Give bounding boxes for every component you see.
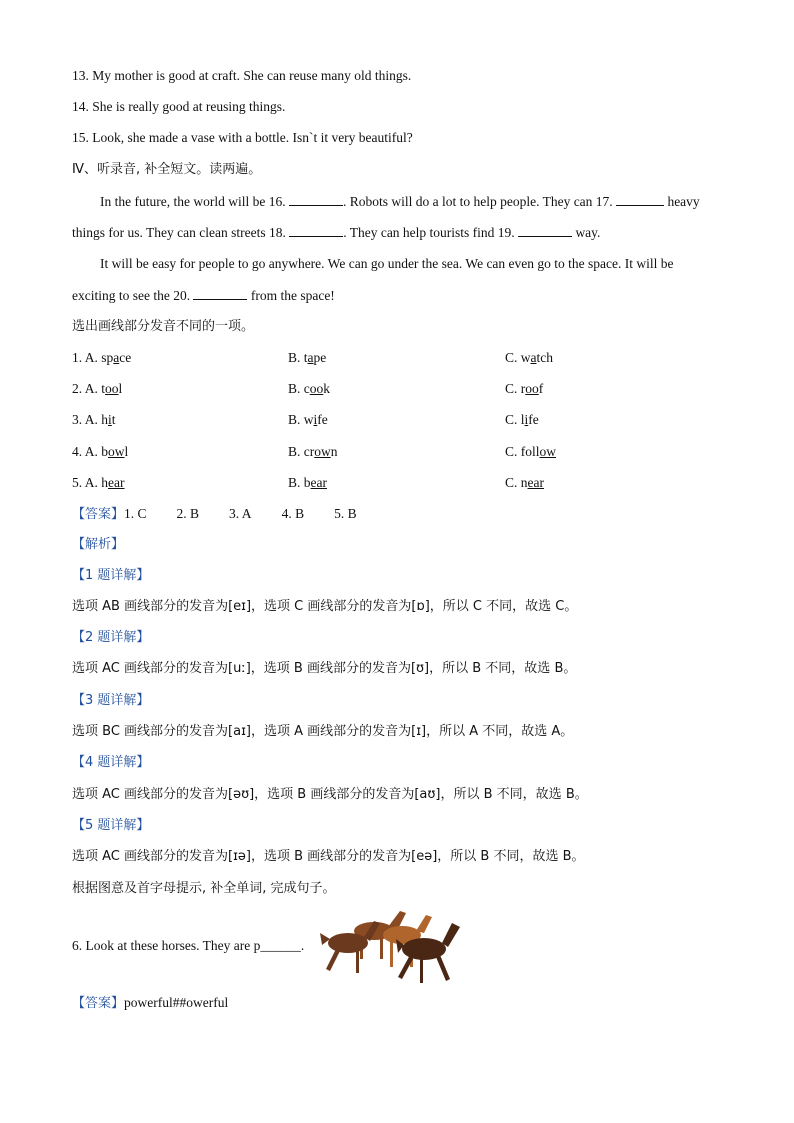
option-text: C. w <box>505 350 531 365</box>
underlined-part: ow <box>314 444 331 459</box>
item-13: 13. My mother is good at craft. She can reuse many old things. <box>72 68 412 83</box>
analysis-tag: 【解析】 <box>72 537 125 552</box>
option-text: C. foll <box>505 444 540 459</box>
option-b <box>288 348 326 368</box>
option-text: 2. A. t <box>72 381 106 396</box>
option-c <box>505 442 556 462</box>
horses-image <box>318 903 462 987</box>
option-text: B. t <box>288 350 308 365</box>
option-text: k <box>323 381 330 396</box>
option-text: ce <box>119 350 132 365</box>
detail-5-tag: 【5 题详解】 <box>72 818 150 833</box>
blank-17[interactable] <box>616 192 664 206</box>
option-text: l <box>124 444 129 459</box>
option-text: 1. A. sp <box>72 350 114 365</box>
option-text: B. cr <box>288 444 315 459</box>
answer-tag: 【答案】 <box>72 996 125 1011</box>
detail-1-tag: 【1 题详解】 <box>72 568 150 583</box>
option-text: B. c <box>288 381 310 396</box>
passage-text: way. <box>572 225 601 240</box>
detail-3-tag: 【3 题详解】 <box>72 693 150 708</box>
passage-text: . They can help tourists find 19. <box>343 225 519 240</box>
option-text: fe <box>317 412 328 427</box>
underlined-part: oo <box>309 381 324 396</box>
option-text: 3. A. h <box>72 412 109 427</box>
passage-text: from the space! <box>247 288 335 303</box>
section-4-heading: Ⅳ、听录音, 补全短文。读两遍。 <box>72 162 262 177</box>
underlined-part: a <box>113 350 120 365</box>
answer-item: 1. C <box>124 506 147 521</box>
underlined-part: a <box>307 350 314 365</box>
answer-item: 3. A <box>229 506 252 521</box>
answer-text: powerful##owerful <box>124 995 229 1010</box>
item-14: 14. She is really good at reusing things. <box>72 99 286 114</box>
horse-left <box>320 921 380 973</box>
question-6-answer <box>72 993 228 1014</box>
option-text: 5. A. h <box>72 475 109 490</box>
answer-item: 5. B <box>334 506 357 521</box>
underlined-part: i <box>313 412 318 427</box>
underlined-part: ow <box>108 444 125 459</box>
underlined-part: a <box>530 350 537 365</box>
passage-line-1 <box>100 192 700 212</box>
option-text: B. b <box>288 475 311 490</box>
option-text: C. l <box>505 412 525 427</box>
option-text: C. r <box>505 381 526 396</box>
passage-text: heavy <box>664 194 700 209</box>
blank-19[interactable] <box>518 223 572 237</box>
option-b <box>288 442 338 462</box>
option-a <box>72 473 125 493</box>
underlined-part: i <box>108 412 112 427</box>
question-6: 6. Look at these horses. They are p______. <box>72 938 305 953</box>
option-text: pe <box>313 350 327 365</box>
option-a <box>72 442 128 462</box>
passage-line-4 <box>72 286 335 306</box>
detail-2-tag: 【2 题详解】 <box>72 630 150 645</box>
option-a <box>72 348 131 368</box>
detail-1-text: 选项 AB 画线部分的发音为[eɪ]，选项 C 画线部分的发音为[ɒ]，所以 C 不同，故选 C。 <box>72 599 578 614</box>
detail-4-tag: 【4 题详解】 <box>72 755 150 770</box>
passage-text: . Robots will do a lot to help people. They can 17. <box>342 194 617 209</box>
answer-item: 4. B <box>281 506 305 521</box>
option-text: n <box>330 444 338 459</box>
underlined-part: i <box>524 412 529 427</box>
option-b <box>288 379 330 399</box>
item-15: 15. Look, she made a vase with a bottle. Isn`t it very beautiful? <box>72 130 413 145</box>
option-b <box>288 410 328 430</box>
answer-item: 2. B <box>176 506 200 521</box>
option-c <box>505 379 543 399</box>
underlined-part: ear <box>527 475 544 490</box>
option-text: l <box>118 381 123 396</box>
underlined-part: ow <box>539 444 557 459</box>
option-a <box>72 379 122 399</box>
passage-text: things for us. They can clean streets 18. <box>72 225 290 240</box>
underlined-part: oo <box>525 381 539 396</box>
option-c <box>505 410 539 430</box>
option-text: f <box>538 381 544 396</box>
underlined-part: oo <box>105 381 119 396</box>
passage-line-3: It will be easy for people to go anywhere. We can go under the sea. We can even go to the space. It will be <box>100 256 674 271</box>
detail-5-text: 选项 AC 画线部分的发音为[ɪə]，选项 B 画线部分的发音为[eə]，所以 B 不同，故选 B。 <box>72 849 585 864</box>
passage-text: In the future, the world will be 16. <box>100 194 289 209</box>
blank-18[interactable] <box>289 223 343 237</box>
option-text: t <box>111 412 116 427</box>
option-c <box>505 473 544 493</box>
option-text: C. n <box>505 475 528 490</box>
underlined-part: ear <box>310 475 327 490</box>
option-c <box>505 348 553 368</box>
option-text: fe <box>528 412 539 427</box>
blank-16[interactable] <box>289 192 343 206</box>
underlined-part: ear <box>108 475 125 490</box>
option-text: B. w <box>288 412 314 427</box>
phonics-heading: 选出画线部分发音不同的一项。 <box>72 319 255 334</box>
detail-3-text: 选项 BC 画线部分的发音为[aɪ]，选项 A 画线部分的发音为[ɪ]，所以 A 不同，故选 A。 <box>72 724 574 739</box>
passage-text: exciting to see the 20. <box>72 288 194 303</box>
answer-line <box>72 504 357 525</box>
option-text: 4. A. b <box>72 444 109 459</box>
detail-2-text: 选项 AC 画线部分的发音为[uː]，选项 B 画线部分的发音为[ʊ]，所以 B 不同，故选 B。 <box>72 661 577 676</box>
option-text: tch <box>536 350 554 365</box>
picture-section-heading: 根据图意及首字母提示, 补全单词, 完成句子。 <box>72 881 336 896</box>
answer-tag: 【答案】 <box>72 507 125 522</box>
option-b <box>288 473 327 493</box>
blank-20[interactable] <box>193 286 247 300</box>
detail-4-text: 选项 AC 画线部分的发音为[əʊ]，选项 B 画线部分的发音为[aʊ]，所以 B 不同，故选 B。 <box>72 787 588 802</box>
option-a <box>72 410 116 430</box>
passage-line-2 <box>72 223 600 243</box>
